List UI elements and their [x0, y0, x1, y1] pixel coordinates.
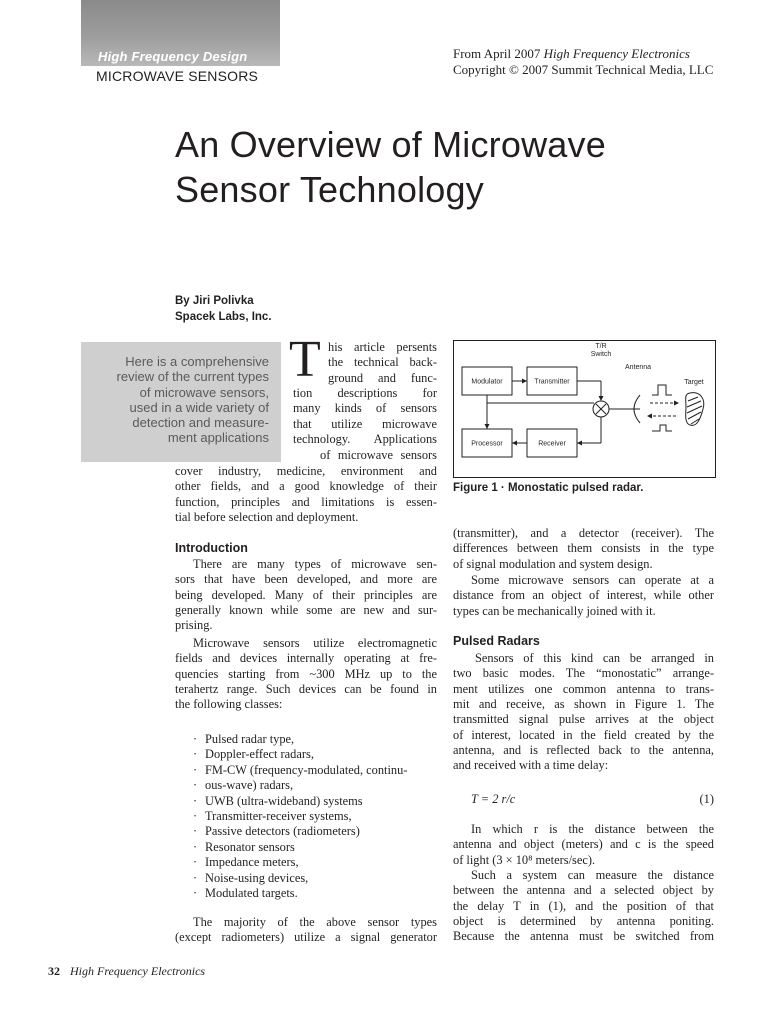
transmitter-label: Transmitter	[534, 378, 570, 386]
heading-pulsed-radars: Pulsed Radars	[453, 634, 540, 648]
list-item: · Pulsed radar type,	[193, 732, 407, 747]
author: By Jiri Polivka	[175, 295, 254, 307]
figure-caption: Figure 1 · Monostatic pulsed radar.	[453, 482, 644, 494]
target-label: Target	[684, 379, 704, 386]
list-item: · ous-wave) radars,	[193, 778, 407, 793]
right-paragraph-1: (transmitter), and a detector (receiver). The differences between them consists in the type of signal modulation and system design.	[453, 526, 714, 571]
copyright: Copyright © 2007 Summit Technical Media, LLC	[453, 62, 714, 77]
right-paragraph-3: Sensors of this kind can be arranged in two basic modes. The “monostatic” arrange- ment utilizes one common antenna to trans- mit and receive, as shown in Figure 1. The transmitted signal pulse arrives at the object of interest, located in the field created by the antenna, and is reflected back to the antenna, and received with a time delay:	[453, 651, 714, 773]
header-banner	[81, 0, 280, 66]
equation-text: T = 2 r/c	[471, 792, 516, 806]
right-paragraph-2: Some microwave sensors can operate at a distance from an object of interest, while other types can be mechanically joined with it.	[453, 573, 714, 618]
switch-label-2: Switch	[590, 351, 612, 358]
publication-name: High Frequency Electronics	[543, 46, 690, 61]
list-item: · Doppler-effect radars,	[193, 747, 407, 762]
section-name: MICROWAVE SENSORS	[96, 68, 259, 84]
receiver-label: Receiver	[538, 440, 566, 448]
section-tag: High Frequency Design	[98, 49, 248, 64]
opening-paragraph-mid: tion descriptions for many kinds of sensors that utilize microwave technology. Applications	[293, 386, 437, 447]
heading-introduction: Introduction	[175, 541, 248, 555]
modulator-label: Modulator	[471, 378, 503, 386]
list-item: · UWB (ultra-wideband) systems	[193, 794, 407, 809]
list-item: · FM-CW (frequency-modulated, continu-	[193, 763, 407, 778]
source-note: From April 2007 High Frequency Electronics Copyright © 2007 Summit Technical Media, LLC	[453, 46, 714, 77]
intro-paragraph-3: The majority of the above sensor types (except radiometers) utilize a signal generator	[175, 915, 437, 945]
processor-label: Processor	[471, 440, 503, 448]
opening-paragraph-narrow: his article persents the technical back- ground and func-	[328, 340, 437, 385]
list-item: · Transmitter-receiver systems,	[193, 809, 407, 824]
list-item: · Noise-using devices,	[193, 871, 407, 886]
affiliation: Spacek Labs, Inc.	[175, 311, 272, 323]
opening-paragraph-indent: of microwave sensors	[320, 448, 437, 462]
page-footer	[48, 964, 205, 979]
deck-box	[81, 342, 281, 462]
deck-text: Here is a comprehensive review of the current types of microwave sensors, used in a wide variety of detection and measure- ment applications	[116, 354, 269, 446]
figure-monostatic-radar	[453, 340, 716, 478]
sensor-class-list	[193, 732, 407, 901]
right-paragraph-4: In which r is the distance between the antenna and object (meters) and c is the speed of light (3 × 10⁸ meters/sec).	[453, 822, 714, 867]
block-diagram	[454, 341, 715, 477]
equation-1	[471, 792, 714, 807]
list-item: · Passive detectors (radiometers)	[193, 824, 407, 839]
article-title: An Overview of Microwave Sensor Technology	[175, 124, 606, 210]
switch-label-1: T/R	[595, 343, 607, 350]
byline	[175, 293, 272, 325]
right-paragraph-5: Such a system can measure the distance between the antenna and a selected object by the delay T in (1), and the position of that object is determined by antenna poniting. Because the antenna must be switched from	[453, 868, 714, 944]
page-number: 32	[48, 964, 60, 978]
list-item: · Resonator sensors	[193, 840, 407, 855]
antenna-label: Antenna	[624, 364, 652, 371]
opening-paragraph-wide: cover industry, medicine, environment and other fields, and a good knowledge of their function, principles and limitations is essen- tial before selection and deployment.	[175, 464, 437, 525]
footer-publication: High Frequency Electronics	[70, 964, 206, 978]
equation-number: (1)	[699, 792, 714, 806]
list-item: · Modulated targets.	[193, 886, 407, 901]
intro-paragraph-2: Microwave sensors utilize electromagnetic fields and devices internally operating at fre- quencies starting from ~300 MHz up to the terahertz range. Such devices can be found in the following classes:	[175, 636, 437, 712]
intro-paragraph-1: There are many types of microwave sen- sors that have been developed, and more are being developed. Many of their principles are generally known while some are new and sur- prising.	[175, 557, 437, 633]
drop-cap: T	[289, 331, 321, 388]
list-item: · Impedance meters,	[193, 855, 407, 870]
